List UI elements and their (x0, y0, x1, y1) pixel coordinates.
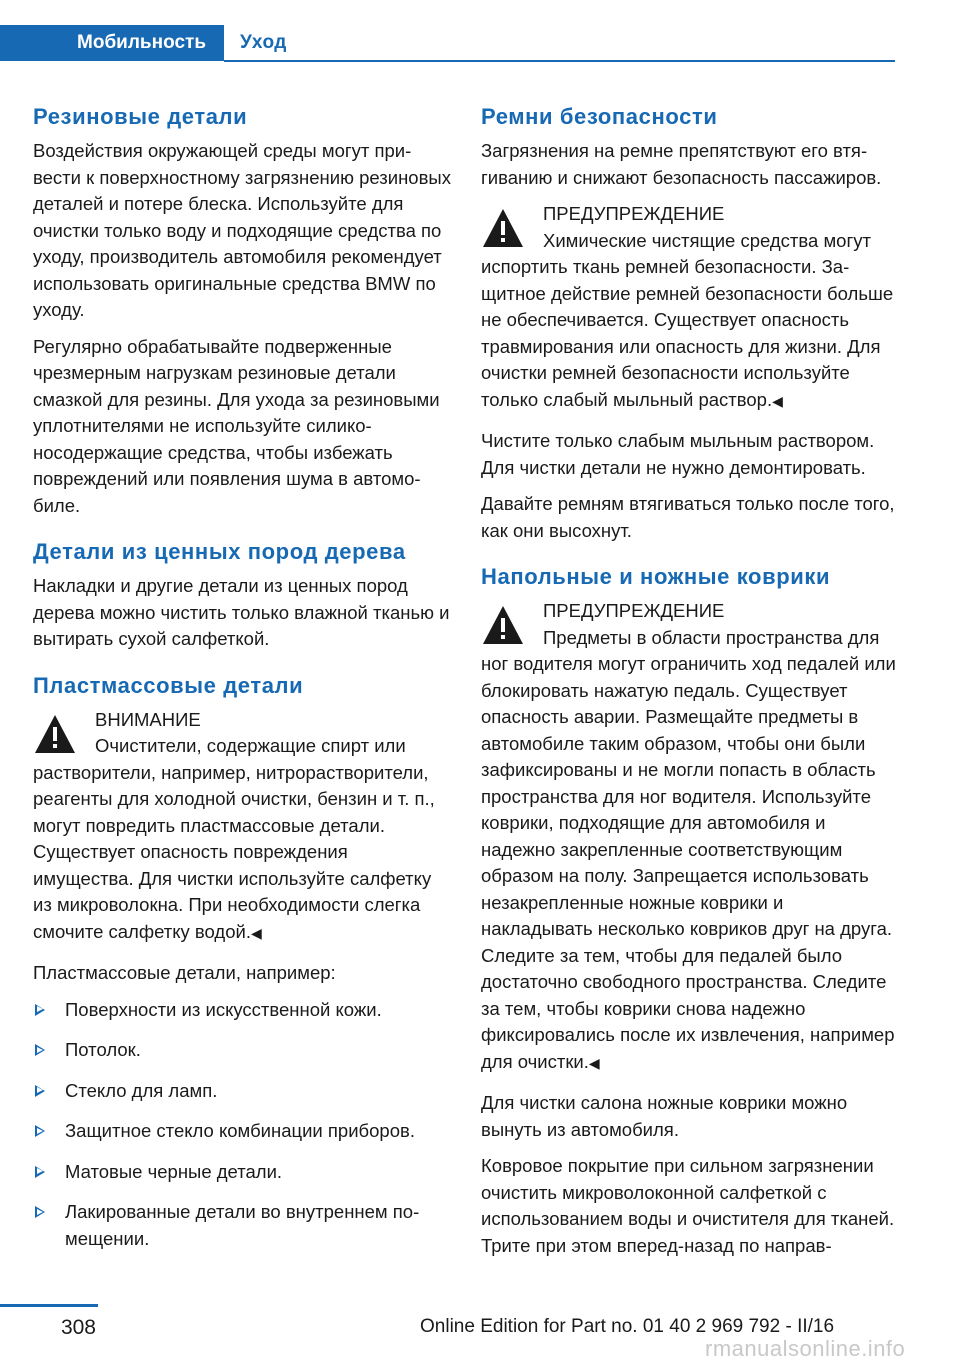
section-title-rubber: Резиновые детали (33, 104, 248, 129)
right-column (481, 100, 899, 1269)
warning-block (481, 598, 899, 1076)
footer-divider (0, 1304, 98, 1307)
tab-mobility[interactable]: Мобильность (0, 25, 224, 61)
watermark: rmanualsonline.info (705, 1336, 906, 1361)
bullet-icon (35, 1206, 45, 1218)
header-bar (0, 25, 895, 63)
section-title-plastic: Пластмассовые детали (33, 672, 304, 698)
paragraph: Воздействия окружающей среды могут привести к поверхностному загрязнению резиновых деталей и потере блеска. Используйте для очистки только воду и подходящие средства по уходу, производитель автомобиля рекомендует использовать оригинальные средства BMW по уходу. (33, 140, 451, 320)
paragraph: Загрязнения на ремне препятствуют его втягиванию и снижают безопасность пассажиров. (481, 140, 882, 188)
list-item: Поверхности из искусственной кожи. (33, 997, 451, 1024)
paragraph: Для чистки салона ножные коврики можно вынуть из автомобиля. (481, 1092, 848, 1140)
tab-care[interactable]: Уход (240, 32, 287, 53)
section-title-seatbelts: Ремни безопасности (481, 104, 718, 129)
paragraph: Пластмассовые детали, например: (33, 962, 336, 983)
list-item: Лакированные детали во внутреннем помещении. (33, 1199, 451, 1252)
caution-block (33, 707, 451, 947)
warning-title: ПРЕДУПРЕЖДЕНИЕ (543, 203, 725, 224)
list-item: Защитное стекло комбинации приборов. (33, 1118, 451, 1145)
paragraph: Регулярно обрабатывайте подверженные чрезмерным нагрузкам резиновые детали смазкой для резины. Для ухода за резиновыми уплотнителями не используйте силиконосодержащие средства, чтобы избежать повреждений или появления шума в автомобиле. (33, 335, 440, 516)
edition-info: Online Edition for Part no. 01 40 2 969 792 - II/16 (420, 1316, 835, 1337)
list-item: Потолок. (33, 1037, 451, 1064)
paragraph: Накладки и другие детали из ценных пород дерева можно чистить только влажной тканью и вытирать сухой салфеткой. (33, 575, 450, 649)
caution-text: Очистители, содержащие спирт или растворители, например, нитрорастворители, реагенты для холодной очистки, бензин и т. п., могут повредить пластмассовые детали. Существует опасность повреждения имущества. Для чистки используйте салфетку из микроволокна. При необходимости слегка смочите салфетку водой.◀ (33, 735, 435, 942)
header-divider (224, 60, 895, 62)
bullet-icon (35, 1125, 45, 1137)
paragraph: Давайте ремням втягиваться только после того, как они высохнут. (481, 493, 895, 541)
warning-title: ПРЕДУПРЕЖДЕНИЕ (543, 600, 725, 621)
bullet-icon (35, 1004, 45, 1016)
plastic-parts-list (33, 997, 451, 1253)
end-mark-icon: ◀ (588, 1054, 600, 1071)
page-number: 308 (60, 1316, 96, 1339)
bullet-icon (35, 1166, 45, 1178)
end-mark-icon: ◀ (250, 924, 262, 941)
end-mark-icon: ◀ (772, 392, 783, 409)
warning-text: Предметы в области пространства для ног водителя могут ограничить ход педалей или блокировать нажатую педаль. Существует опасность аварии. Размещайте предметы в автомобиле таким образом, чтобы они были зафиксированы и не могли попасть в область пространства для ног водителя. Используйте коврики, подходящие для автомобиля и надежно закрепленные соответствующим образом на полу. Запрещается использовать незакрепленные ножные коврики и накладывать несколько ковриков друг на друга. Следите за тем, чтобы для педалей было достаточно свободного пространства. Следите за тем, чтобы коврики снова надежно фиксировались после их извлечения, например для очистки.◀ (481, 626, 896, 1072)
paragraph: Ковровое покрытие при сильном загрязнении очистить микроволоконной салфеткой с использованием воды и очистителя для тканей. Трите при этом вперед-назад по направ- (481, 1155, 895, 1256)
bullet-icon (35, 1044, 45, 1056)
list-item: Стекло для ламп. (33, 1078, 451, 1105)
paragraph: Чистите только слабым мыльным раствором. Для чистки детали не нужно демонтировать. (481, 430, 875, 478)
bullet-icon (35, 1085, 45, 1097)
caution-title: ВНИМАНИЕ (95, 708, 201, 730)
warning-triangle-icon (33, 713, 77, 755)
list-item: Матовые черные детали. (33, 1159, 451, 1186)
left-column (33, 100, 451, 1266)
warning-block (481, 201, 899, 414)
section-title-wood: Детали из ценных пород дерева (33, 539, 406, 564)
section-title-floor-mats: Напольные и ножные коврики (481, 564, 831, 589)
warning-triangle-icon (481, 604, 525, 646)
warning-text: Химические чистящие средства могут испортить ткань ремней безопасности. Защитное действие ремней безопасности больше не обеспечивается. Существует опасность травмирования или опасность для жизни. Для очистки ремней безопасности используйте только слабый мыльный раствор.◀ (481, 229, 894, 410)
warning-triangle-icon (481, 207, 525, 249)
